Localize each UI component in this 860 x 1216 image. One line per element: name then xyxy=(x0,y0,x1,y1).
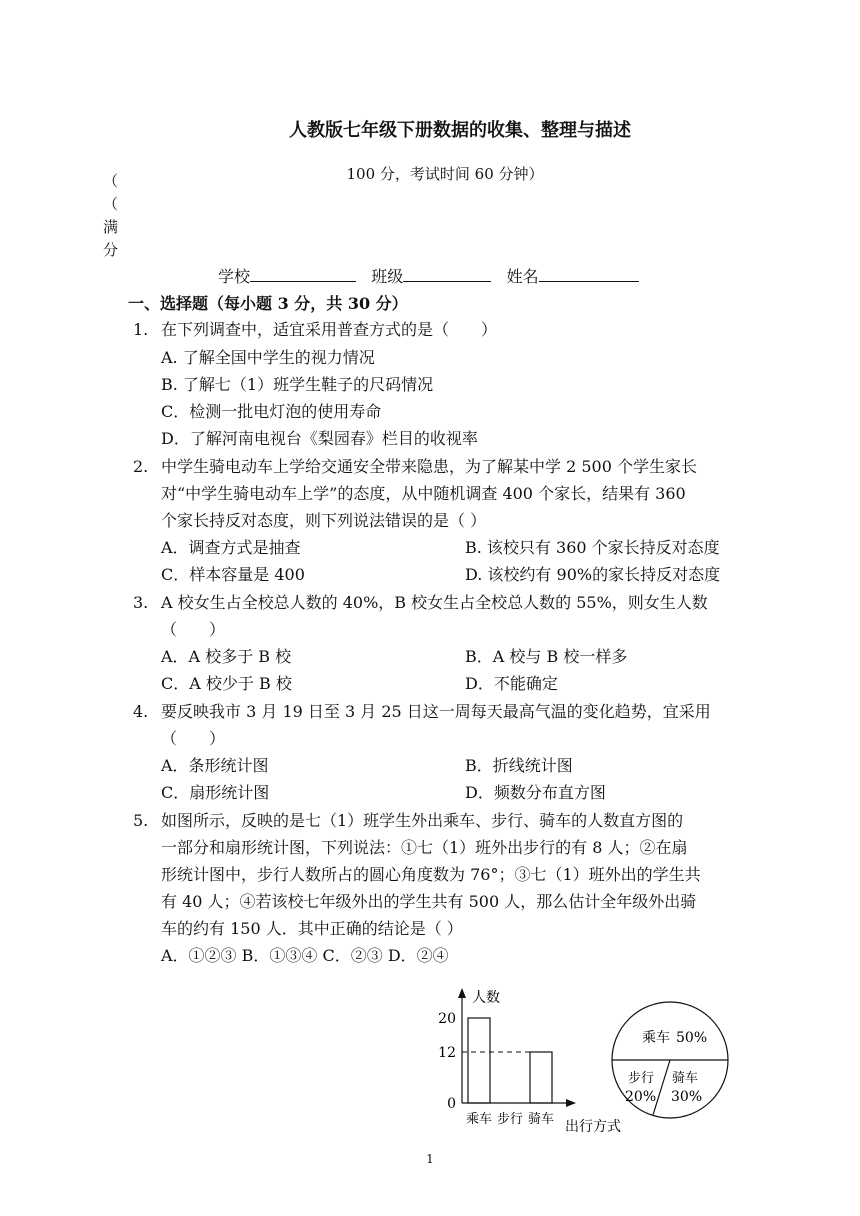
y-axis-label: 人数 xyxy=(472,990,500,1006)
option-d: D．不能确定 xyxy=(465,674,558,693)
vertical-char: （ xyxy=(103,172,119,190)
page-number: 1 xyxy=(426,1152,434,1166)
question-stem: 在下列调查中，适宜采用普查方式的是（ ） xyxy=(161,320,498,339)
y-tick-label: 12 xyxy=(438,1045,456,1061)
question-stem-line: 有 40 人；④若该校七年级外出的学生共有 500 人，那么估计全年级外出骑 xyxy=(161,892,697,911)
name-label: 姓名 xyxy=(506,267,539,286)
option-c: C．样本容量是 400 xyxy=(161,565,305,584)
school-blank[interactable] xyxy=(250,265,356,282)
option-b: B．折线统计图 xyxy=(465,756,573,775)
option-a: A．调查方式是抽查 xyxy=(161,538,301,557)
histogram xyxy=(438,988,621,1135)
section-heading: 一、选择题（每小题 3 分，共 30 分） xyxy=(128,294,408,313)
question-number: 2. xyxy=(133,457,149,476)
question-stem-line: 要反映我市 3 月 19 日至 3 月 25 日这一周每天最高气温的变化趋势，宜采用 xyxy=(161,702,711,721)
question-number: 3. xyxy=(133,593,149,612)
x-axis-label: 出行方式 xyxy=(565,1119,621,1135)
question-stem-line: 如图所示，反映的是七（1）班学生外出乘车、步行、骑车的人数直方图的 xyxy=(161,811,684,830)
pie-slice-label: 骑车 xyxy=(672,1071,699,1086)
question-number: 5. xyxy=(133,811,149,830)
pie-slice-percent: 50% xyxy=(676,1030,708,1046)
pie-slice-label: 乘车 xyxy=(642,1030,670,1046)
vertical-char: 分 xyxy=(103,241,119,259)
exam-info: 100 分，考试时间 60 分钟） xyxy=(346,165,544,183)
y-axis-arrow xyxy=(458,988,466,998)
x-axis-arrow xyxy=(566,1099,576,1107)
question-stem-line: 对“中学生骑电动车上学”的态度，从中随机调查 400 个家长，结果有 360 xyxy=(161,484,686,503)
question-stem-line: （ ） xyxy=(161,729,226,748)
x-tick-label: 乘车 xyxy=(465,1112,493,1127)
question-stem-line: 个家长持反对态度，则下列说法错误的是（ ） xyxy=(161,511,487,530)
option-b: B. 了解七（1）班学生鞋子的尺码情况 xyxy=(161,375,434,394)
question-stem-line: A 校女生占全校总人数的 40%，B 校女生占全校总人数的 55%，则女生人数 xyxy=(161,593,708,612)
option-c: C．扇形统计图 xyxy=(161,783,270,802)
options-row: A．①②③ B．①③④ C．②③ D．②④ xyxy=(161,946,449,965)
vertical-char: 满 xyxy=(103,218,119,236)
question-stem-line: 车的约有 150 人．其中正确的结论是（ ） xyxy=(161,919,463,938)
question-number: 4. xyxy=(133,702,149,721)
pie-slice-percent: 20% xyxy=(625,1089,657,1105)
class-label: 班级 xyxy=(371,267,404,286)
option-a: A．A 校多于 B 校 xyxy=(161,647,292,666)
question-number: 1. xyxy=(133,320,149,339)
bar-乘车 xyxy=(468,1018,490,1103)
name-blank[interactable] xyxy=(539,265,639,282)
question-stem-line: 中学生骑电动车上学给交通安全带来隐患，为了解某中学 2 500 个学生家长 xyxy=(161,457,697,476)
question-stem-line: （ ） xyxy=(161,620,226,639)
x-tick-label: 步行 xyxy=(496,1112,524,1127)
option-b: B. 该校只有 360 个家长持反对态度 xyxy=(465,538,720,557)
pie-slice-label: 步行 xyxy=(628,1071,655,1086)
student-info-fields xyxy=(218,264,639,287)
question-stem-line: 形统计图中，步行人数所占的圆心角度数为 76°；③七（1）班外出的学生共 xyxy=(161,865,701,884)
option-d: D．频数分布直方图 xyxy=(465,783,606,802)
vertical-note xyxy=(103,170,123,262)
option-d: D．了解河南电视台《梨园春》栏目的收视率 xyxy=(161,429,478,448)
option-d: D. 该校约有 90%的家长持反对态度 xyxy=(465,565,721,584)
y-tick-label: 0 xyxy=(447,1096,456,1112)
option-a: A．条形统计图 xyxy=(161,756,269,775)
pie-chart xyxy=(612,1002,728,1118)
pie-divider-diagonal xyxy=(653,1060,670,1115)
bar-骑车 xyxy=(530,1052,552,1103)
page-title: 人教版七年级下册数据的收集、整理与描述 xyxy=(289,120,631,141)
pie-slice-percent: 30% xyxy=(671,1089,703,1105)
option-b: B．A 校与 B 校一样多 xyxy=(465,647,628,666)
figure-histogram-and-pie xyxy=(420,980,740,1140)
y-tick-label: 20 xyxy=(438,1011,456,1027)
school-label: 学校 xyxy=(218,267,251,286)
option-c: C．检测一批电灯泡的使用寿命 xyxy=(161,402,382,421)
class-blank[interactable] xyxy=(403,265,491,282)
option-c: C．A 校少于 B 校 xyxy=(161,674,292,693)
vertical-char: （ xyxy=(103,195,119,213)
x-tick-label: 骑车 xyxy=(527,1112,555,1127)
option-a: A. 了解全国中学生的视力情况 xyxy=(161,348,375,367)
question-stem-line: 一部分和扇形统计图，下列说法：①七（1）班外出步行的有 8 人；②在扇 xyxy=(161,838,688,857)
